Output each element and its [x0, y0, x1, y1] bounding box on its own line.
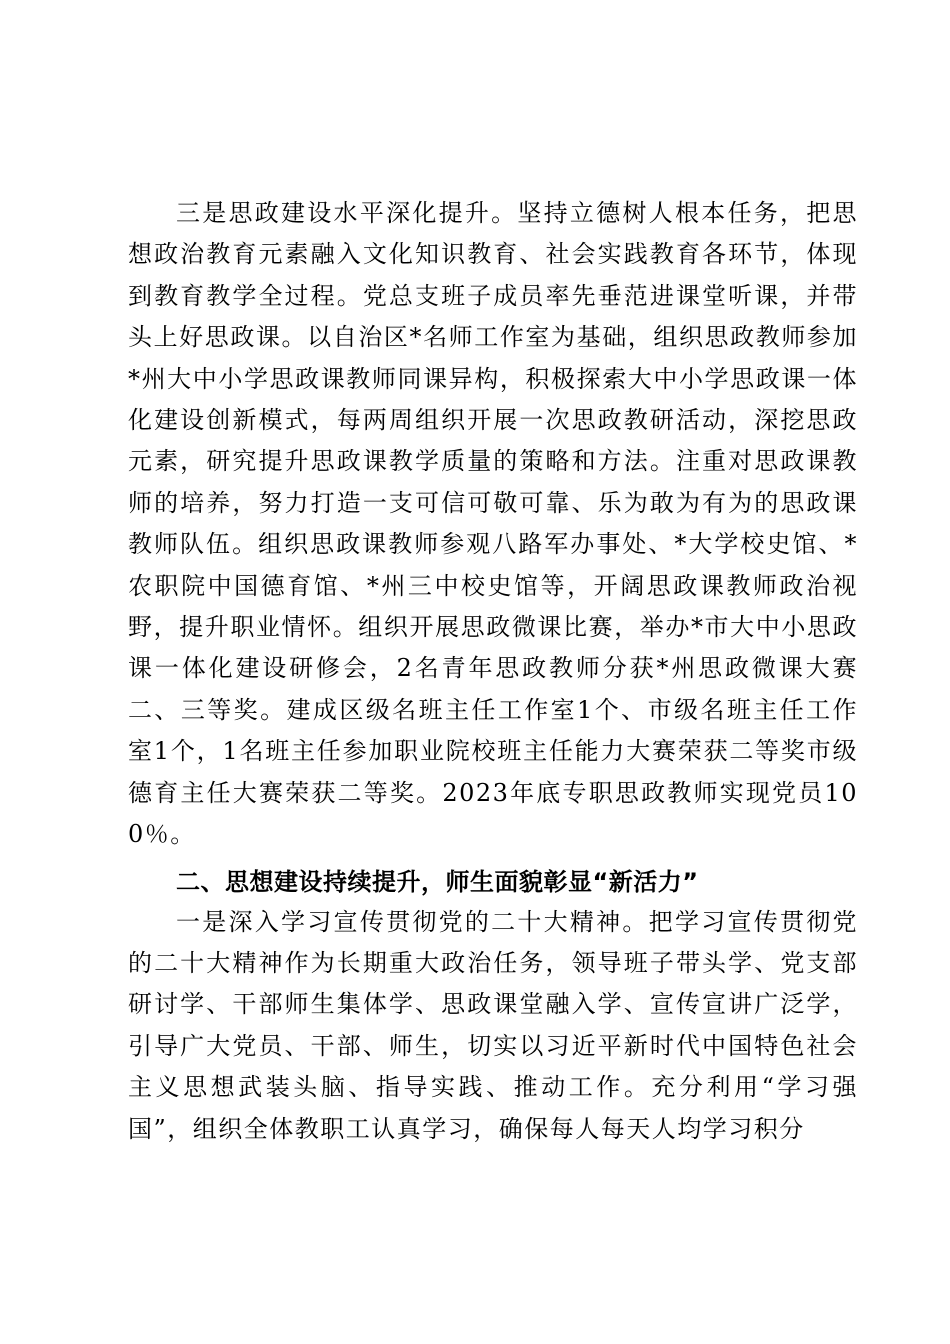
body-paragraph-twentieth-congress: 一是深入学习宣传贯彻党的二十大精神。把学习宣传贯彻党的二十大精神作为长期重大政治任务，领导班子带头学、党支部研讨学、干部师生集体学、思政课堂融入学、宣传宣讲广泛学，引导广大党员、干部、师生，切实以习近平新时代中国特色社会主义思想武装头脑、指导实践、推动工作。充分利用“学习强国”，组织全体教职工认真学习，确保每人每天人均学习积分	[128, 907, 858, 1143]
document-page	[128, 193, 858, 1150]
section-heading: 二、思想建设持续提升，师生面貌彰显“新活力”	[176, 867, 699, 896]
body-paragraph-political-education: 三是思政建设水平深化提升。坚持立德树人根本任务，把思想政治教育元素融入文化知识教育、社会实践教育各环节，体现到教育教学全过程。党总支班子成员率先垂范进课堂听课，并带头上好思政课。以自治区*名师工作室为基础，组织思政教师参加*州大中小学思政课教师同课异构，积极探索大中小学思政课一体化建设创新模式，每两周组织开展一次思政教研活动，深挖思政元素，研究提升思政课教学质量的策略和方法。注重对思政课教师的培养，努力打造一支可信可敬可靠、乐为敢为有为的思政课教师队伍。组织思政课教师参观八路军办事处、*大学校史馆、*农职院中国德育馆、*州三中校史馆等，开阔思政课教师政治视野，提升职业情怀。组织开展思政微课比赛，举办*市大中小思政课一体化建设研修会，2名青年思政教师分获*州思政微课大赛二、三等奖。建成区级名班主任工作室1个、市级名班主任工作室1个，1名班主任参加职业院校班主任能力大赛荣获二等奖市级德育主任大赛荣获二等奖。2023年底专职思政教师实现党员100％。	[128, 199, 858, 849]
